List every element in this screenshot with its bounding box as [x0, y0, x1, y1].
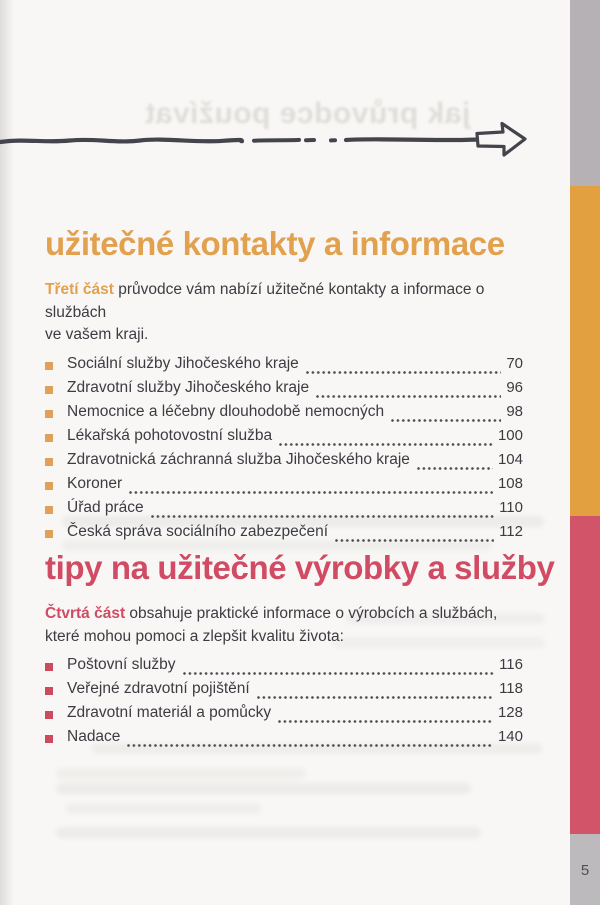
toc-item-label: Zdravotní služby Jihočeského kraje — [67, 378, 310, 396]
toc-item-label: Veřejné zdravotní pojištění — [67, 680, 250, 697]
bullet-square-icon — [45, 362, 53, 370]
section-heading: tipy na užitečné výrobky a služby — [45, 549, 555, 586]
lead-bold-label: Třetí část — [45, 281, 114, 298]
toc-row — [45, 680, 523, 704]
dot-leader — [335, 539, 494, 542]
toc-row — [45, 379, 523, 403]
strip-segment-orange — [570, 186, 600, 516]
toc-item-page-number: 118 — [499, 680, 523, 697]
toc-item-label: Zdravotnická záchranná služba Jihočeského kraje — [67, 450, 410, 468]
toc-row — [45, 728, 523, 752]
bullet-square-icon — [45, 506, 53, 514]
toc-item-label: Lékařská pohotovostní služba — [67, 426, 273, 444]
bleed-through-line — [56, 827, 481, 838]
section-heading: užitečné kontakty a informace — [45, 225, 505, 262]
toc-row — [45, 451, 523, 475]
toc-item-page-number: 104 — [497, 450, 523, 468]
toc-item-page-number: 112 — [499, 522, 523, 540]
dot-leader — [278, 720, 493, 723]
bleed-through-line — [66, 803, 261, 814]
toc-item-label: Nadace — [67, 728, 121, 745]
strip-segment-pink — [570, 516, 600, 834]
toc-item-page-number: 140 — [497, 728, 523, 745]
toc-item-page-number: 70 — [506, 354, 523, 372]
bullet-square-icon — [45, 735, 53, 743]
toc-row — [45, 403, 523, 427]
lead-line-2: ve vašem kraji. — [45, 326, 149, 343]
toc-item-page-number: 98 — [506, 402, 523, 420]
toc-row — [45, 475, 523, 499]
lead-bold-label: Čtvrtá část — [45, 605, 126, 622]
bleed-through-line — [56, 783, 471, 794]
bullet-square-icon — [45, 458, 53, 466]
strip-segment-gray-bottom — [570, 834, 600, 905]
hand-drawn-arrow-icon — [0, 112, 535, 172]
toc-row — [45, 499, 523, 523]
toc-item-page-number: 128 — [497, 704, 523, 721]
toc-row — [45, 355, 523, 379]
toc-item-label: Sociální služby Jihočeského kraje — [67, 354, 299, 372]
section-useful-contacts — [45, 224, 523, 547]
dot-leader — [316, 395, 501, 398]
bullet-square-icon — [45, 687, 53, 695]
dot-leader — [257, 696, 494, 699]
toc-row — [45, 427, 523, 451]
toc-row — [45, 704, 523, 728]
section-lead-paragraph — [45, 603, 523, 648]
lead-line-1-text: průvodce vám nabízí užitečné kontakty a informace o službách — [45, 281, 485, 321]
lead-line-1 — [45, 603, 523, 626]
dot-leader — [279, 443, 493, 446]
lead-line-2: které mohou pomoci a zlepšit kvalitu života: — [45, 627, 344, 645]
toc-item-page-number: 116 — [499, 656, 523, 673]
toc-item-page-number: 100 — [497, 426, 523, 444]
toc-item-label: Česká správa sociálního zabezpečení — [67, 522, 329, 540]
section-tips-products — [45, 548, 555, 752]
toc-item-label: Zdravotní materiál a pomůcky — [67, 704, 272, 721]
dot-leader — [306, 371, 502, 374]
toc-item-label: Koroner — [67, 474, 123, 492]
toc-item-label: Poštovní služby — [67, 656, 176, 673]
bullet-square-icon — [45, 410, 53, 418]
page-number: 5 — [580, 862, 590, 879]
toc-item-page-number: 96 — [506, 378, 523, 396]
bullet-square-icon — [45, 386, 53, 394]
toc-row — [45, 656, 523, 680]
lead-line-1-text: obsahuje praktické informace o výrobcích a službách, — [125, 605, 498, 622]
bullet-square-icon — [45, 663, 53, 671]
bullet-square-icon — [45, 434, 53, 442]
lead-line-1 — [45, 279, 523, 324]
dot-leader — [183, 672, 495, 675]
dot-leader — [127, 744, 493, 747]
bullet-square-icon — [45, 482, 53, 490]
bleed-through-line — [56, 768, 306, 779]
bleed-through-title: jak průvodce používat — [144, 97, 471, 130]
dot-leader — [129, 491, 493, 494]
dot-leader — [391, 419, 501, 422]
section-lead-paragraph — [45, 279, 523, 347]
toc-list — [45, 355, 523, 547]
toc-list — [45, 656, 523, 752]
toc-item-label: Úřad práce — [67, 498, 144, 516]
side-color-strip — [570, 0, 600, 905]
toc-item-label: Nemocnice a léčebny dlouhodobě nemocných — [67, 402, 385, 420]
strip-segment-gray-top — [570, 0, 600, 186]
dot-leader — [151, 515, 494, 518]
bullet-square-icon — [45, 711, 53, 719]
dot-leader — [417, 467, 493, 470]
toc-item-page-number: 108 — [497, 474, 523, 492]
toc-row — [45, 523, 523, 547]
toc-item-page-number: 110 — [499, 498, 523, 516]
bullet-square-icon — [45, 530, 53, 538]
